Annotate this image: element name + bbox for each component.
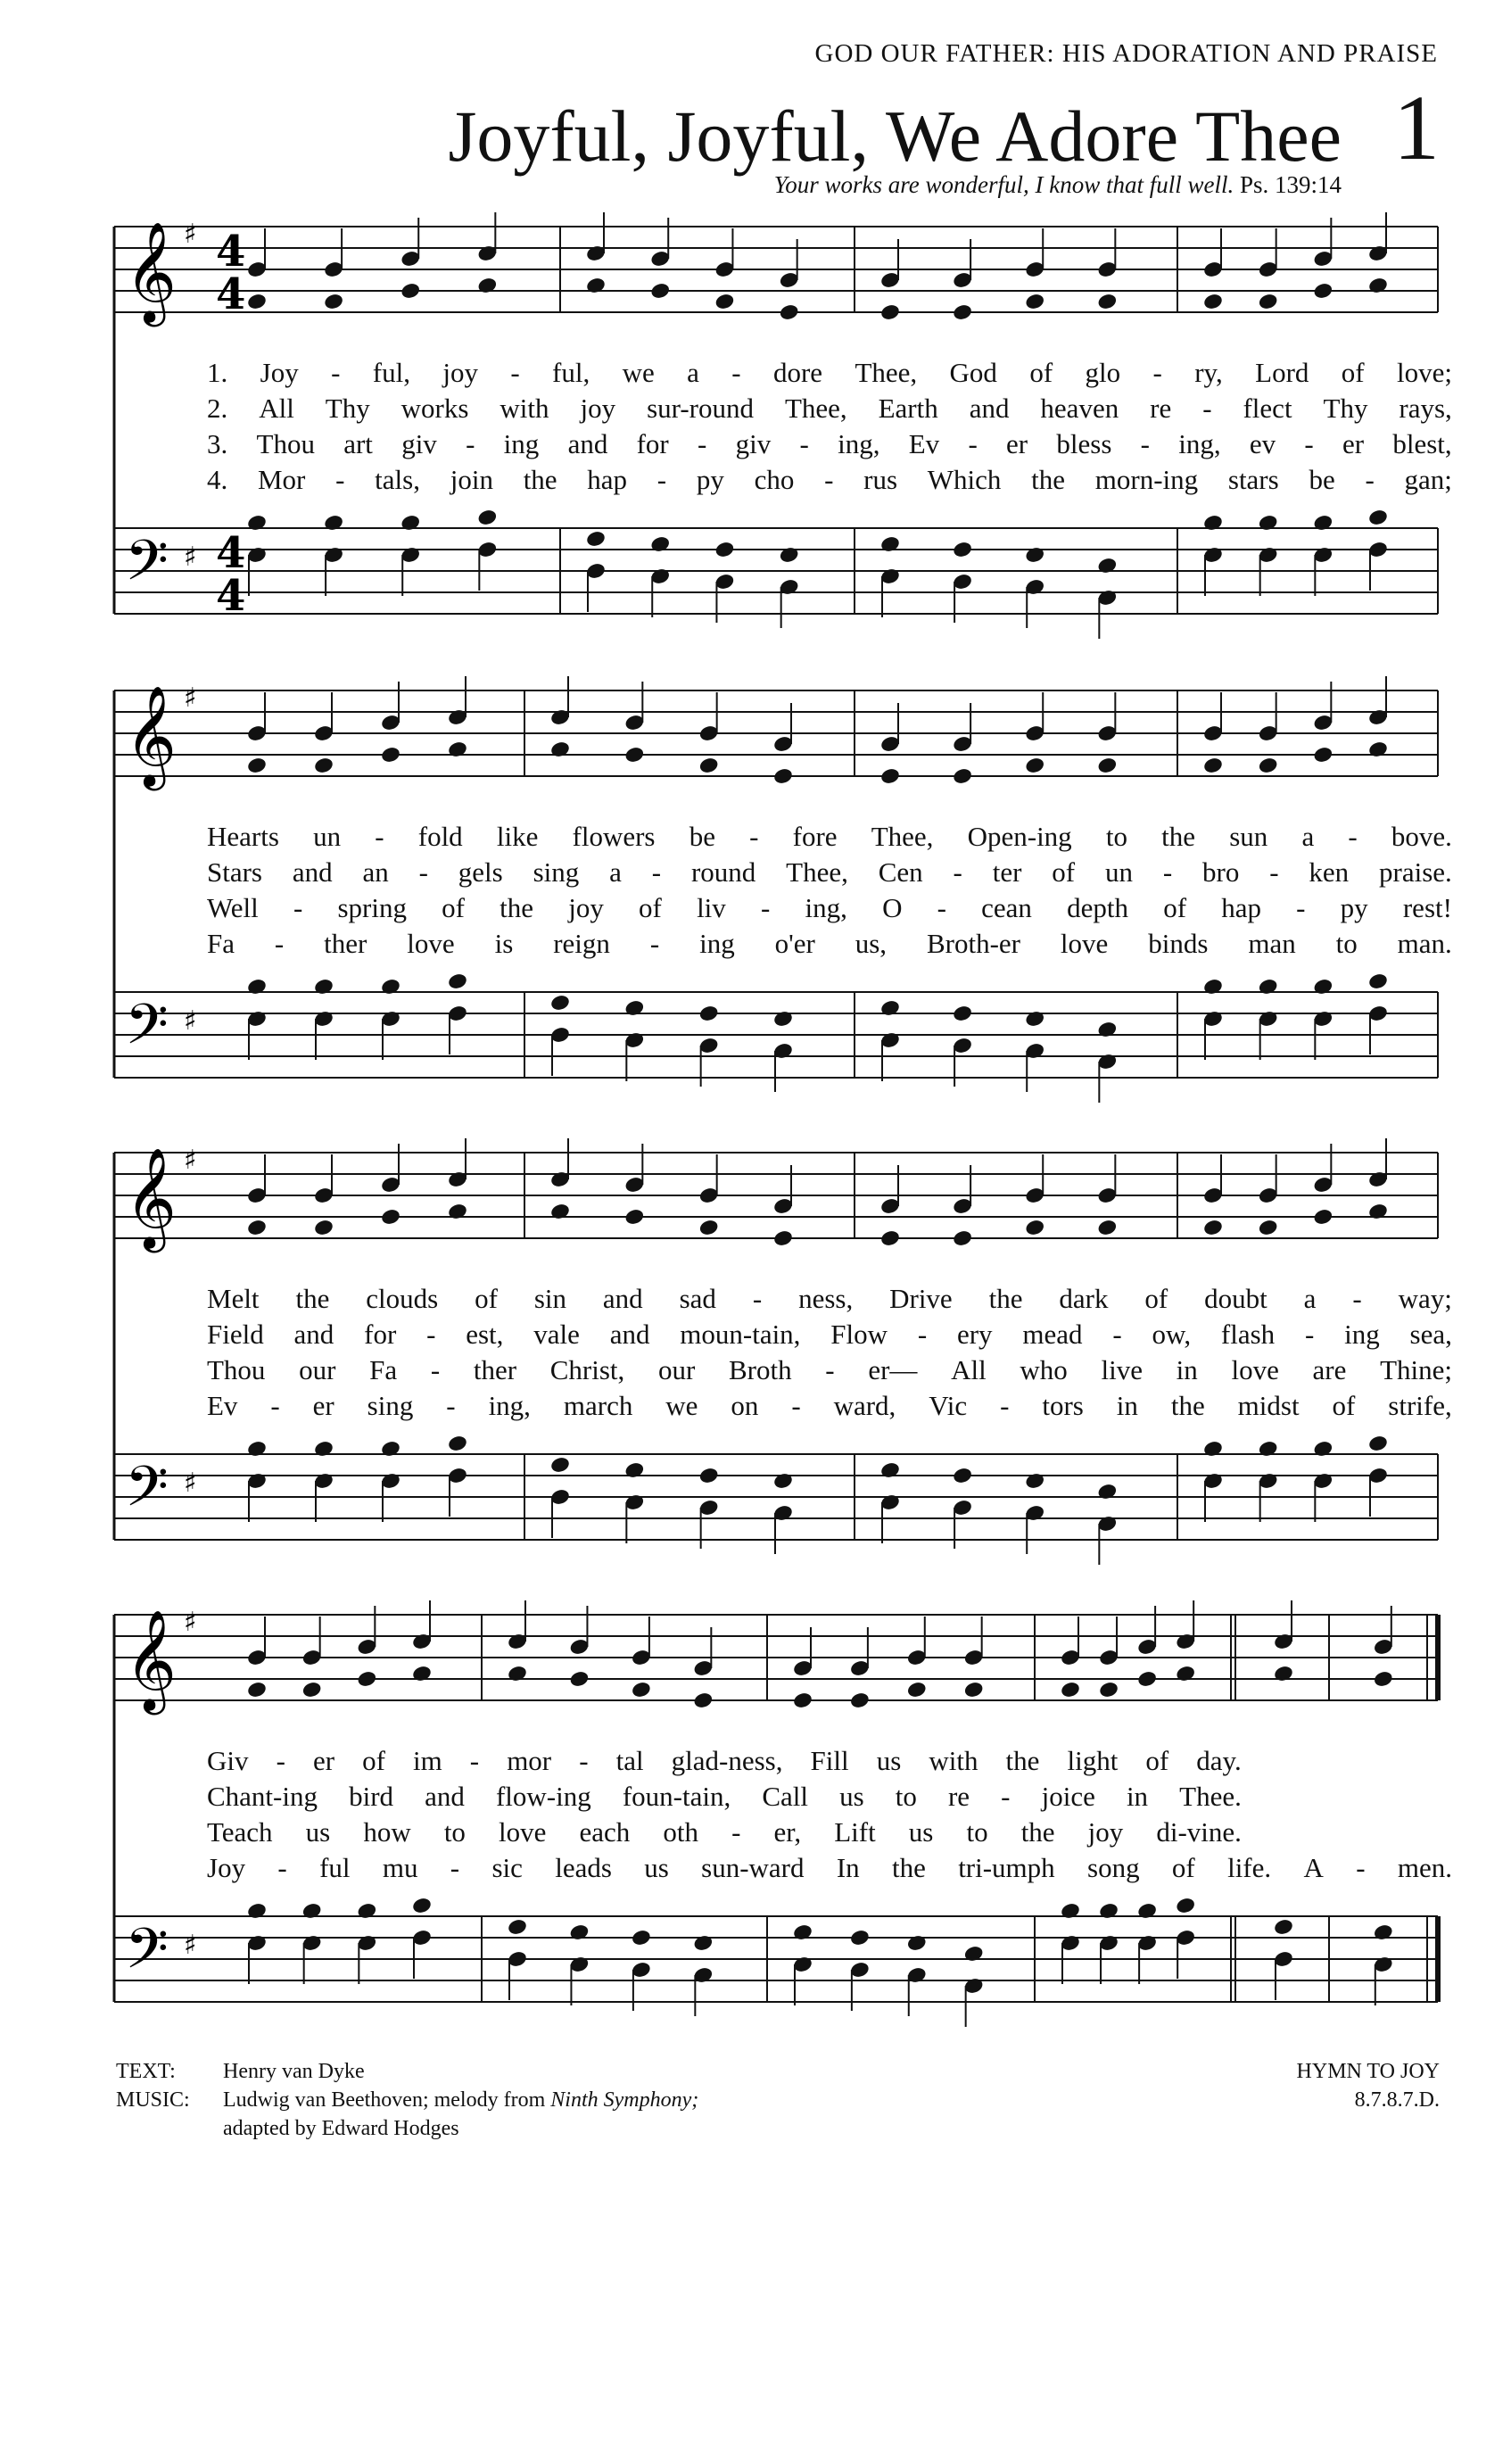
key-signature-sharp-icon: ♯: [184, 1607, 197, 1638]
tune-meter: 8.7.8.7.D.: [1354, 2088, 1440, 2112]
key-signature-sharp-icon: ♯: [184, 682, 197, 714]
bass-clef-icon: 𝄢: [125, 527, 169, 607]
lyric-line-verse-3: 3. Thou art giv - ing and for - giv - ing, Ev - er bless - ing, ev - er blest,: [207, 428, 1452, 459]
lyric-line-verse-3: Well - spring of the joy of liv - ing, O - cean depth of hap - py rest!: [207, 892, 1452, 923]
credits: [116, 2057, 698, 2143]
bass-clef-icon: 𝄢: [125, 1915, 169, 1995]
epigraph-reference: Ps. 139:14: [1239, 171, 1342, 198]
key-signature-sharp-icon: ♯: [184, 1468, 197, 1499]
tune-info: [1297, 2057, 1440, 2114]
text-label: TEXT:: [116, 2060, 176, 2083]
music-composer: Ludwig van Beethoven; melody from: [223, 2088, 546, 2112]
treble-staff: [114, 690, 1438, 776]
lyric-line-verse-2: 2. All Thy works with joy sur-round Thee, Earth and heaven re - flect Thy rays,: [207, 393, 1452, 424]
key-signature-sharp-icon: ♯: [184, 1930, 197, 1961]
key-signature-sharp-icon: ♯: [184, 542, 197, 573]
time-signature-top: 4: [216, 528, 246, 578]
treble-notes: [246, 1138, 1389, 1247]
time-signature-bottom: 4: [216, 269, 246, 319]
lyric-line-verse-3: Thou our Fa - ther Christ, our Broth - er— All who live in love are Thine;: [207, 1354, 1452, 1385]
lyric-line-verse-2: Chant-ing bird and flow-ing foun-tain, Call us to re - joice in Thee.: [207, 1781, 1242, 1812]
lyrics-block-1: [207, 355, 1456, 498]
hymn-number: 1: [1393, 77, 1440, 179]
lyrics-block-3: [207, 1281, 1456, 1424]
bass-staff: [114, 528, 1438, 614]
lyric-line-verse-1: Giv - er of im - mor - tal glad-ness, Fill us with the light of day.: [207, 1745, 1242, 1776]
lyric-line-verse-1: 1. Joy - ful, joy - ful, we a - dore Thee, God of glo - ry, Lord of love;: [207, 357, 1452, 388]
key-signature-sharp-icon: ♯: [184, 1005, 197, 1037]
music-label: MUSIC:: [116, 2088, 190, 2112]
treble-notes: [246, 212, 1389, 321]
section-header: GOD OUR FATHER: HIS ADORATION AND PRAISE: [814, 39, 1438, 68]
lyric-line-verse-4: Joy - ful mu - sic leads us sun-ward In the tri-umph song of life. A - men.: [207, 1852, 1452, 1883]
bass-staff: [114, 1916, 1438, 2002]
treble-clef-icon: 𝄞: [125, 685, 177, 787]
bass-clef-icon: 𝄢: [125, 991, 169, 1071]
treble-clef-icon: 𝄞: [125, 1147, 177, 1249]
lyric-line-verse-4: Ev - er sing - ing, march we on - ward, Vic - tors in the midst of strife,: [207, 1390, 1452, 1421]
bass-clef-icon: 𝄢: [125, 1453, 169, 1533]
treble-clef-icon: 𝄞: [125, 1609, 177, 1711]
treble-clef-icon: 𝄞: [125, 221, 177, 323]
lyric-line-verse-4: Fa - ther love is reign - ing o'er us, Broth-er love binds man to man.: [207, 928, 1452, 959]
music-adapter: adapted by Edward Hodges: [223, 2117, 459, 2140]
lyric-line-verse-3: Teach us how to love each oth - er, Lift us to the joy di-vine.: [207, 1816, 1242, 1848]
epigraph: [774, 171, 1342, 199]
lyric-line-verse-2: Stars and an - gels sing a - round Thee, Cen - ter of un - bro - ken praise.: [207, 856, 1452, 888]
lyric-line-verse-1: Melt the clouds of sin and sad - ness, Drive the dark of doubt a - way;: [207, 1283, 1452, 1314]
lyrics-block-4: [207, 1743, 1456, 1886]
treble-staff: [114, 1153, 1438, 1238]
text-author: Henry van Dyke: [223, 2060, 365, 2083]
lyrics-block-2: [207, 819, 1456, 962]
treble-notes: [246, 1600, 1394, 1709]
time-signature-top: 4: [216, 227, 246, 277]
treble-notes: [246, 676, 1389, 785]
tune-name: HYMN TO JOY: [1296, 2060, 1440, 2083]
key-signature-sharp-icon: ♯: [184, 1145, 197, 1176]
time-signature-bottom: 4: [216, 571, 246, 621]
text-credit: [116, 2057, 698, 2086]
epigraph-quote: Your works are wonderful, I know that full well.: [773, 171, 1234, 198]
music-work: Ninth Symphony;: [550, 2088, 699, 2112]
music-credit: [116, 2086, 698, 2114]
treble-staff: [114, 227, 1438, 312]
lyric-line-verse-2: Field and for - est, vale and moun-tain, Flow - ery mead - ow, flash - ing sea,: [207, 1319, 1452, 1350]
hymn-title: Joyful, Joyful, We Adore Thee: [448, 95, 1342, 177]
lyric-line-verse-4: 4. Mor - tals, join the hap - py cho - rus Which the morn-ing stars be - gan;: [207, 464, 1452, 495]
lyric-line-verse-1: Hearts un - fold like flowers be - fore Thee, Open-ing to the sun a - bove.: [207, 821, 1452, 852]
key-signature-sharp-icon: ♯: [184, 219, 197, 250]
